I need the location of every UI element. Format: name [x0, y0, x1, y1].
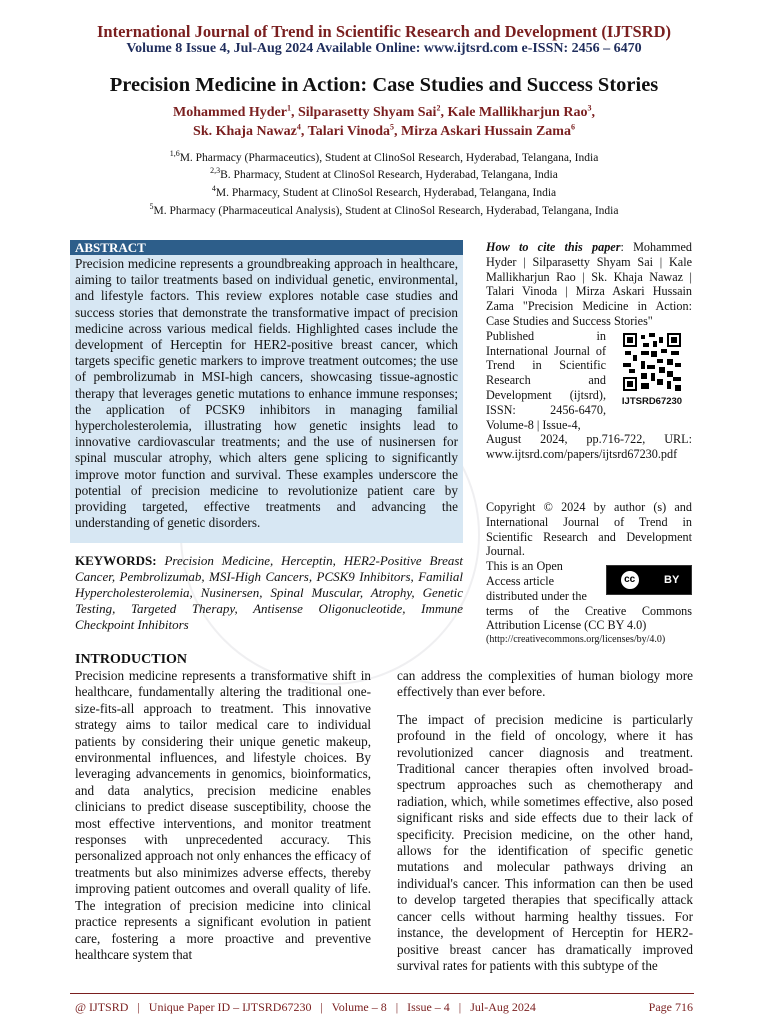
author-name: Talari Vinoda — [307, 124, 390, 139]
cc-by-license-icon[interactable] — [606, 565, 692, 595]
abstract-text: Precision medicine represents a groundbreaking approach in healthcare, aiming to tailor treatments based on individual genetic, environmental, and lifestyle factors. This review explores notable case studies and success stories that demonstrate the transformative impact of precision medicine across various medical fields. Highlighted cases include the development of Herceptin for HER2-positive breast cancer, which targets specific genetic markers to improve treatment outcomes; the use of pembrolizumab in MSI-high cancers, showcasing tissue-agnostic therapy that leverages genetic mutations to enhance immune responses; the application of PCSK9 inhibitors in managing familial hypercholesterolemia, illustrating how genetic insights lead to innovative cardiovascular treatments; and the use of nusinersen for spinal muscular atrophy, which alters gene splicing to significantly improve motor function and survival. These examples underscore the potential of precision medicine to revolutionize patient care by providing targeted, effective treatments and advancing the understanding of genetic disorders. — [75, 256, 458, 531]
keywords — [75, 553, 463, 633]
affiliation-sup: 5 — [149, 202, 154, 212]
author-name: Mirza Askari Hussain Zama — [401, 124, 571, 139]
affiliation — [0, 168, 768, 182]
copyright-text: Copyright © 2024 by author (s) and International Journal of Trend in Scientific Research and Development Journal. — [486, 500, 692, 559]
citation-published: Published in International Journal of Trend in Scientific Research and Development (ijtsrd), ISSN: 2456-6470, Volume-8 | Issue-4, — [486, 328, 606, 432]
affiliation-text: M. Pharmacy (Pharmaceutical Analysis), Student at ClinoSol Research, Hyderabad, Telangana, India — [153, 205, 619, 217]
abstract-heading: ABSTRACT — [70, 240, 463, 255]
author-sup: 5 — [390, 122, 394, 132]
page-number: Page 716 — [648, 1000, 693, 1014]
author-sup: 4 — [296, 122, 301, 132]
introduction-paragraph: The impact of precision medicine is particularly profound in the field of oncology, where it has revolutionized cancer diagnosis and treatment. Traditional cancer therapies often involved broad-spectrum approaches such as chemotherapy and radiation, which, while sometimes effective, also posed significant risks and side effects due to their lack of specificity. Precision medicine, on the other hand, allows for the identification of specific genetic mutations and molecular pathways driving an individual's cancer. This information can then be used to develop targeted therapies that specifically attack cancer cells without harming healthy tissues. For instance, the development of Herceptin for HER2-positive breast cancer has dramatically improved survival rates for patients with this subtype of the — [397, 711, 693, 973]
issue-line: Volume 8 Issue 4, Jul-Aug 2024 Available Online: www.ijtsrd.com e-ISSN: 2456 – 6470 — [126, 41, 642, 56]
author-name: Silparasetty Shyam Sai — [297, 105, 437, 120]
footer-info: @ IJTSRD | Unique Paper ID – IJTSRD67230 | Volume – 8 | Issue – 4 | Jul-Aug 2024 — [75, 1000, 536, 1014]
keywords-label: KEYWORDS: — [75, 553, 157, 568]
author-sup: 1 — [286, 103, 291, 113]
introduction-left-column — [75, 668, 371, 963]
author-name: Mohammed Hyder — [173, 105, 287, 120]
affiliation-text: M. Pharmacy (Pharmaceutics), Student at ClinoSol Research, Hyderabad, Telangana, India — [179, 152, 599, 164]
paper-title: Precision Medicine in Action: Case Studies and Success Stories — [109, 74, 659, 96]
affiliation — [0, 204, 768, 218]
author-name: Kale Mallikharjun Rao — [447, 105, 588, 120]
affiliation-text: M. Pharmacy, Student at ClinoSol Research, Hyderabad, Telangana, India — [215, 187, 557, 199]
journal-name: International Journal of Trend in Scientific Research and Development (IJTSRD) — [97, 22, 671, 41]
affiliation-sup: 4 — [211, 184, 216, 194]
introduction-right-column — [397, 668, 693, 974]
license-url[interactable]: (http://creativecommons.org/licenses/by/4.0) — [486, 634, 666, 646]
open-access-text: This is an Open Access article distributed under the — [486, 559, 587, 603]
copyright-block — [486, 500, 692, 648]
footer-divider — [70, 993, 694, 994]
author-sep: , — [300, 124, 308, 139]
license-text: terms of the Creative Commons Attribution License (CC BY 4.0) — [486, 603, 692, 633]
affiliation-text: B. Pharmacy, Student at ClinoSol Research, Hyderabad, Telangana, India — [220, 169, 558, 181]
affiliation — [0, 151, 768, 165]
introduction-heading: INTRODUCTION — [75, 652, 188, 667]
author-sup: 2 — [436, 103, 441, 113]
qr-code-icon[interactable] — [623, 333, 681, 391]
affiliation-sup: 2,3 — [210, 166, 221, 176]
by-label: BY — [664, 573, 680, 586]
keywords-text: Precision Medicine, Herceptin, HER2-Positive Breast Cancer, Pembrolizumab, MSI-High Cancers, PCSK9 Inhibitors, Familial Hypercholesterolemia, Nusinersen, Spinal Muscular, Atrophy, Genetic Testing, Targeted Therapy, Antisense Oligonucleotide, Immune Checkpoint Inhibitors — [75, 553, 464, 632]
author-sep: , — [290, 105, 298, 120]
abstract-box — [70, 240, 463, 543]
citation-text: : Mohammed Hyder | Silparasetty Shyam Sai | Kale Mallikharjun Rao | Sk. Khaja Nawaz | Talari Vinoda | Mirza Askari Hussain Zama "Precision Medicine in Action: Case Studies and Success Stories" — [486, 240, 692, 328]
affiliation — [0, 186, 768, 200]
introduction-paragraph: can address the complexities of human biology more effectively than ever before. — [397, 668, 693, 700]
qr-box — [612, 329, 692, 433]
author-sep: , — [591, 105, 595, 120]
author-list — [0, 103, 768, 141]
author-sep: , — [394, 124, 401, 139]
citation-url: August 2024, pp.716-722, URL: www.ijtsrd.com/papers/ijtsrd67230.pdf — [486, 432, 692, 462]
author-name: Sk. Khaja Nawaz — [193, 124, 297, 139]
cc-icon: cc — [619, 569, 641, 591]
qr-paper-id: IJTSRD67230 — [621, 395, 683, 407]
citation-block — [486, 240, 692, 462]
author-sup: 6 — [570, 122, 575, 132]
affiliation-sup: 1,6 — [169, 149, 180, 159]
introduction-paragraph: Precision medicine represents a transformative shift in healthcare, fundamentally altering the traditional one-size-fits-all approach to treatment. This innovative strategy aims to tailor medical care to individual patients by considering their unique genetic makeup, environmental influences, and lifestyle choices. By leveraging advancements in genomics, bioinformatics, and data analytics, precision medicine enables clinicians to predict disease susceptibility, choose the most effective interventions, and monitor treatment responses with unprecedented accuracy. This personalized approach not only enhances the efficacy of treatments but also minimizes adverse effects, thereby improving patient outcomes and overall quality of life. The integration of precision medicine into clinical practice represents a significant evolution in patient care, fostering a more proactive and preventive healthcare system that — [75, 668, 371, 962]
author-sep: , — [440, 105, 448, 120]
citation-label: How to cite this paper — [486, 240, 621, 254]
page-footer — [75, 1000, 693, 1015]
author-sup: 3 — [587, 103, 592, 113]
